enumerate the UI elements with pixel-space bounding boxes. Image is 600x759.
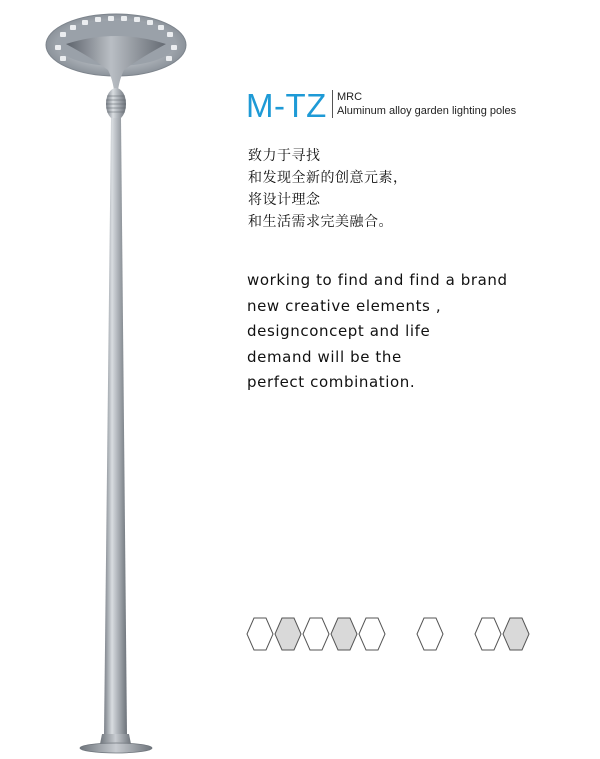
hexagon-icon [417,618,443,650]
cn-line: 致力于寻找 [248,148,321,164]
en-line: perfect combination. [247,373,416,391]
hexagon-icon [303,618,329,650]
cn-line: 和生活需求完美融合。 [248,214,393,230]
hexagon-icon [503,618,529,650]
hexagon-icon [275,618,301,650]
model-name: M-TZ [246,87,327,124]
hexagon-icon [359,618,385,650]
series-label: MRC [337,91,363,103]
hexagon-icon [475,618,501,650]
product-subtitle: Aluminum alloy garden lighting poles [337,105,517,117]
en-line: working to find and find a brand [247,271,508,289]
lamp-pole-illustration [0,0,240,759]
hexagon-pattern [244,614,544,654]
hexagon-icon [247,618,273,650]
english-description [247,268,508,396]
cn-line: 和发现全新的创意元素， [248,170,408,186]
hexagon-icon [331,618,357,650]
en-line: designconcept and life [247,322,431,340]
en-line: demand will be the [247,347,402,366]
chinese-description [248,145,408,233]
cn-line: 将设计理念 [248,192,321,208]
title-divider [332,90,333,118]
en-line: new creative elements , [247,296,442,315]
